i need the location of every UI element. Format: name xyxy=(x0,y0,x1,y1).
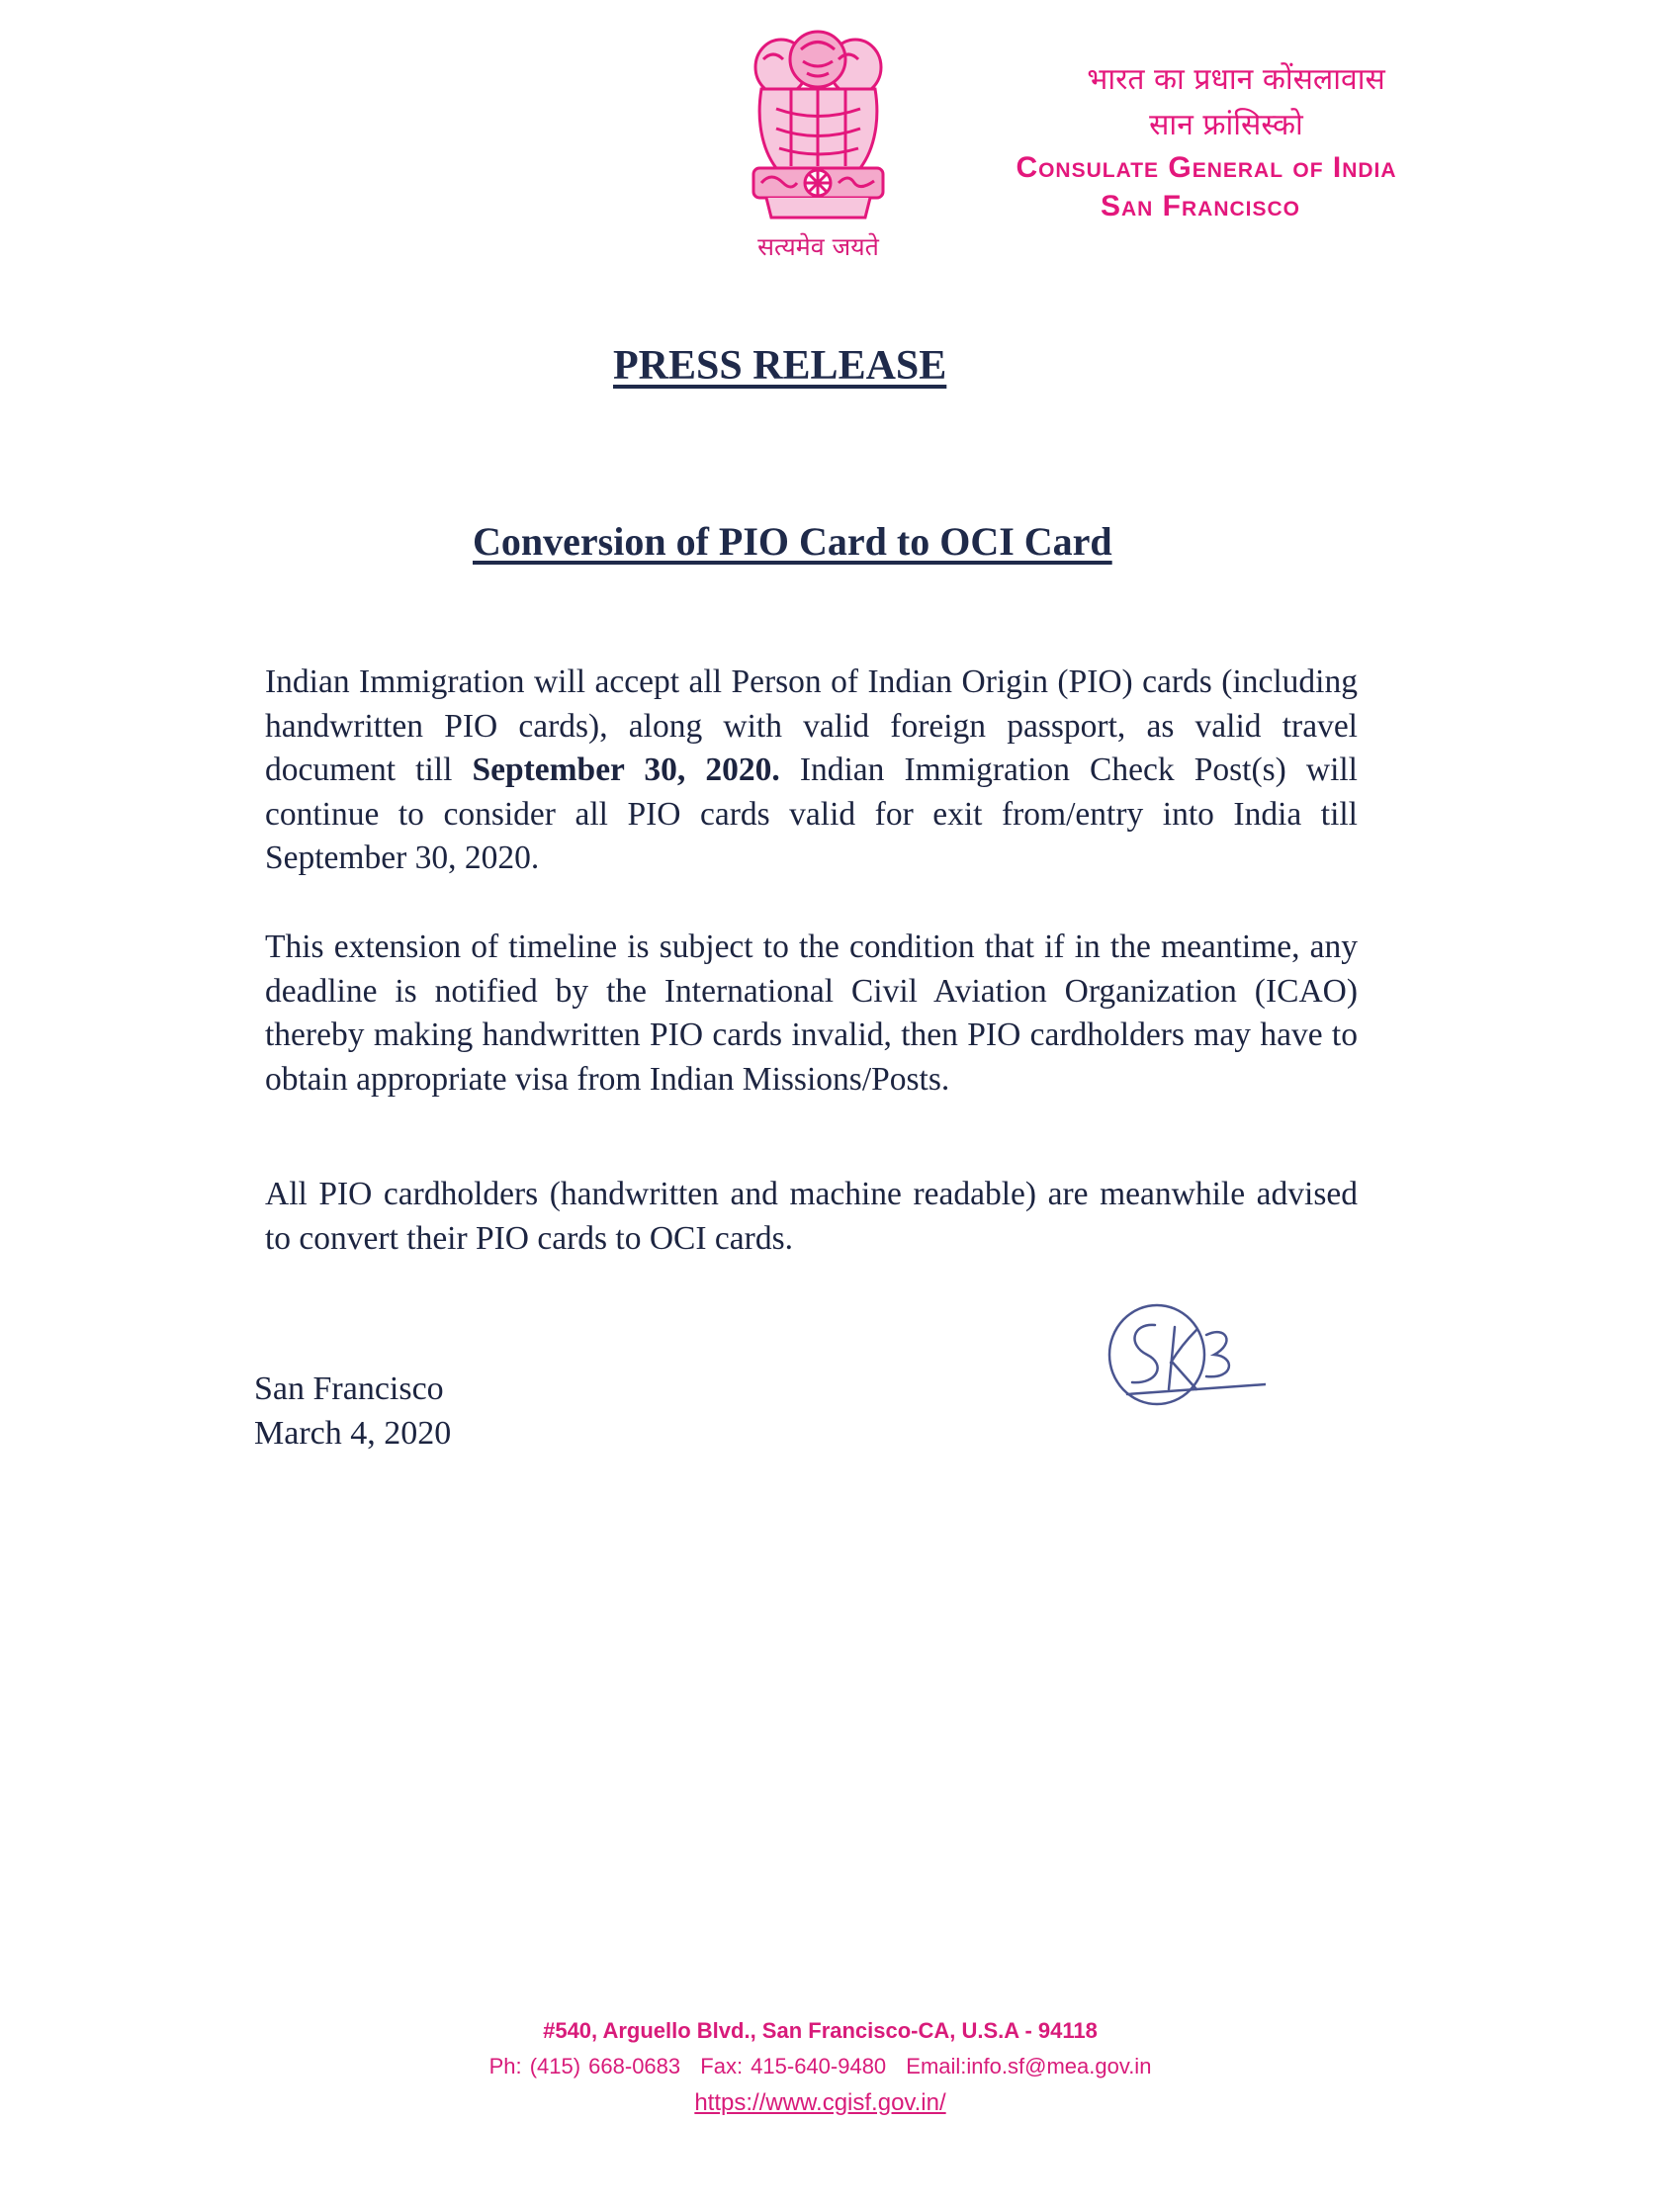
date: March 4, 2020 xyxy=(254,1415,452,1452)
national-emblem-icon xyxy=(732,30,905,242)
subject-heading: Conversion of PIO Card to OCI Card xyxy=(473,519,1112,564)
place-and-date xyxy=(254,1367,451,1456)
press-release-heading: PRESS RELEASE xyxy=(613,343,947,389)
footer-address: #540, Arguello Blvd., San Francisco-CA, U.S.A - 94118 xyxy=(543,2018,1098,2043)
paragraph-2: This extension of timeline is subject to the condition that if in the meantime, any deadline is notified by the International Civil Aviation Organization (ICAO) thereby making handwritten PIO cards invalid, then PIO cardholders may have to obtain appropriate visa from Indian Missions/Posts. xyxy=(265,928,1358,1098)
paragraph-1-text-b: Indian Immigration Check Post(s) will continue to consider all PIO cards valid for exit from/entry into India till September 30, 2020. xyxy=(265,751,1358,876)
letterhead-english-line2: San Francisco xyxy=(1100,190,1300,222)
letterhead-hindi-line1: भारत का प्रधान कोंसलावास xyxy=(1087,62,1385,97)
letterhead xyxy=(929,57,1483,225)
footer-fax: Fax: 415-640-9480 xyxy=(700,2054,887,2078)
paragraph-1 xyxy=(265,661,1358,881)
footer xyxy=(0,2013,1680,2122)
footer-phone: Ph: (415) 668-0683 xyxy=(488,2054,681,2078)
footer-contact xyxy=(0,2049,1680,2084)
footer-email[interactable]: Email:info.sf@mea.gov.in xyxy=(906,2054,1152,2078)
paragraph-1-deadline: September 30, 2020. xyxy=(472,751,780,788)
paragraph-3: All PIO cardholders (handwritten and machine readable) are meanwhile advised to convert their PIO cards to OCI cards. xyxy=(265,1176,1358,1257)
emblem-motto: सत्यमेव जयते xyxy=(757,232,879,261)
letterhead-hindi-line2: सान फ्रांसिस्को xyxy=(1149,108,1303,142)
signature-icon xyxy=(1098,1285,1266,1414)
place: San Francisco xyxy=(254,1370,444,1407)
letterhead-english-line1: Consulate General of India xyxy=(1016,151,1397,184)
footer-website-link[interactable]: https://www.cgisf.gov.in/ xyxy=(694,2089,946,2116)
paragraph-1-text-a: Indian Immigration will accept all Person of Indian Origin (PIO) cards (including handwritten PIO cards), along with valid foreign passport, as valid travel document till xyxy=(265,663,1358,788)
